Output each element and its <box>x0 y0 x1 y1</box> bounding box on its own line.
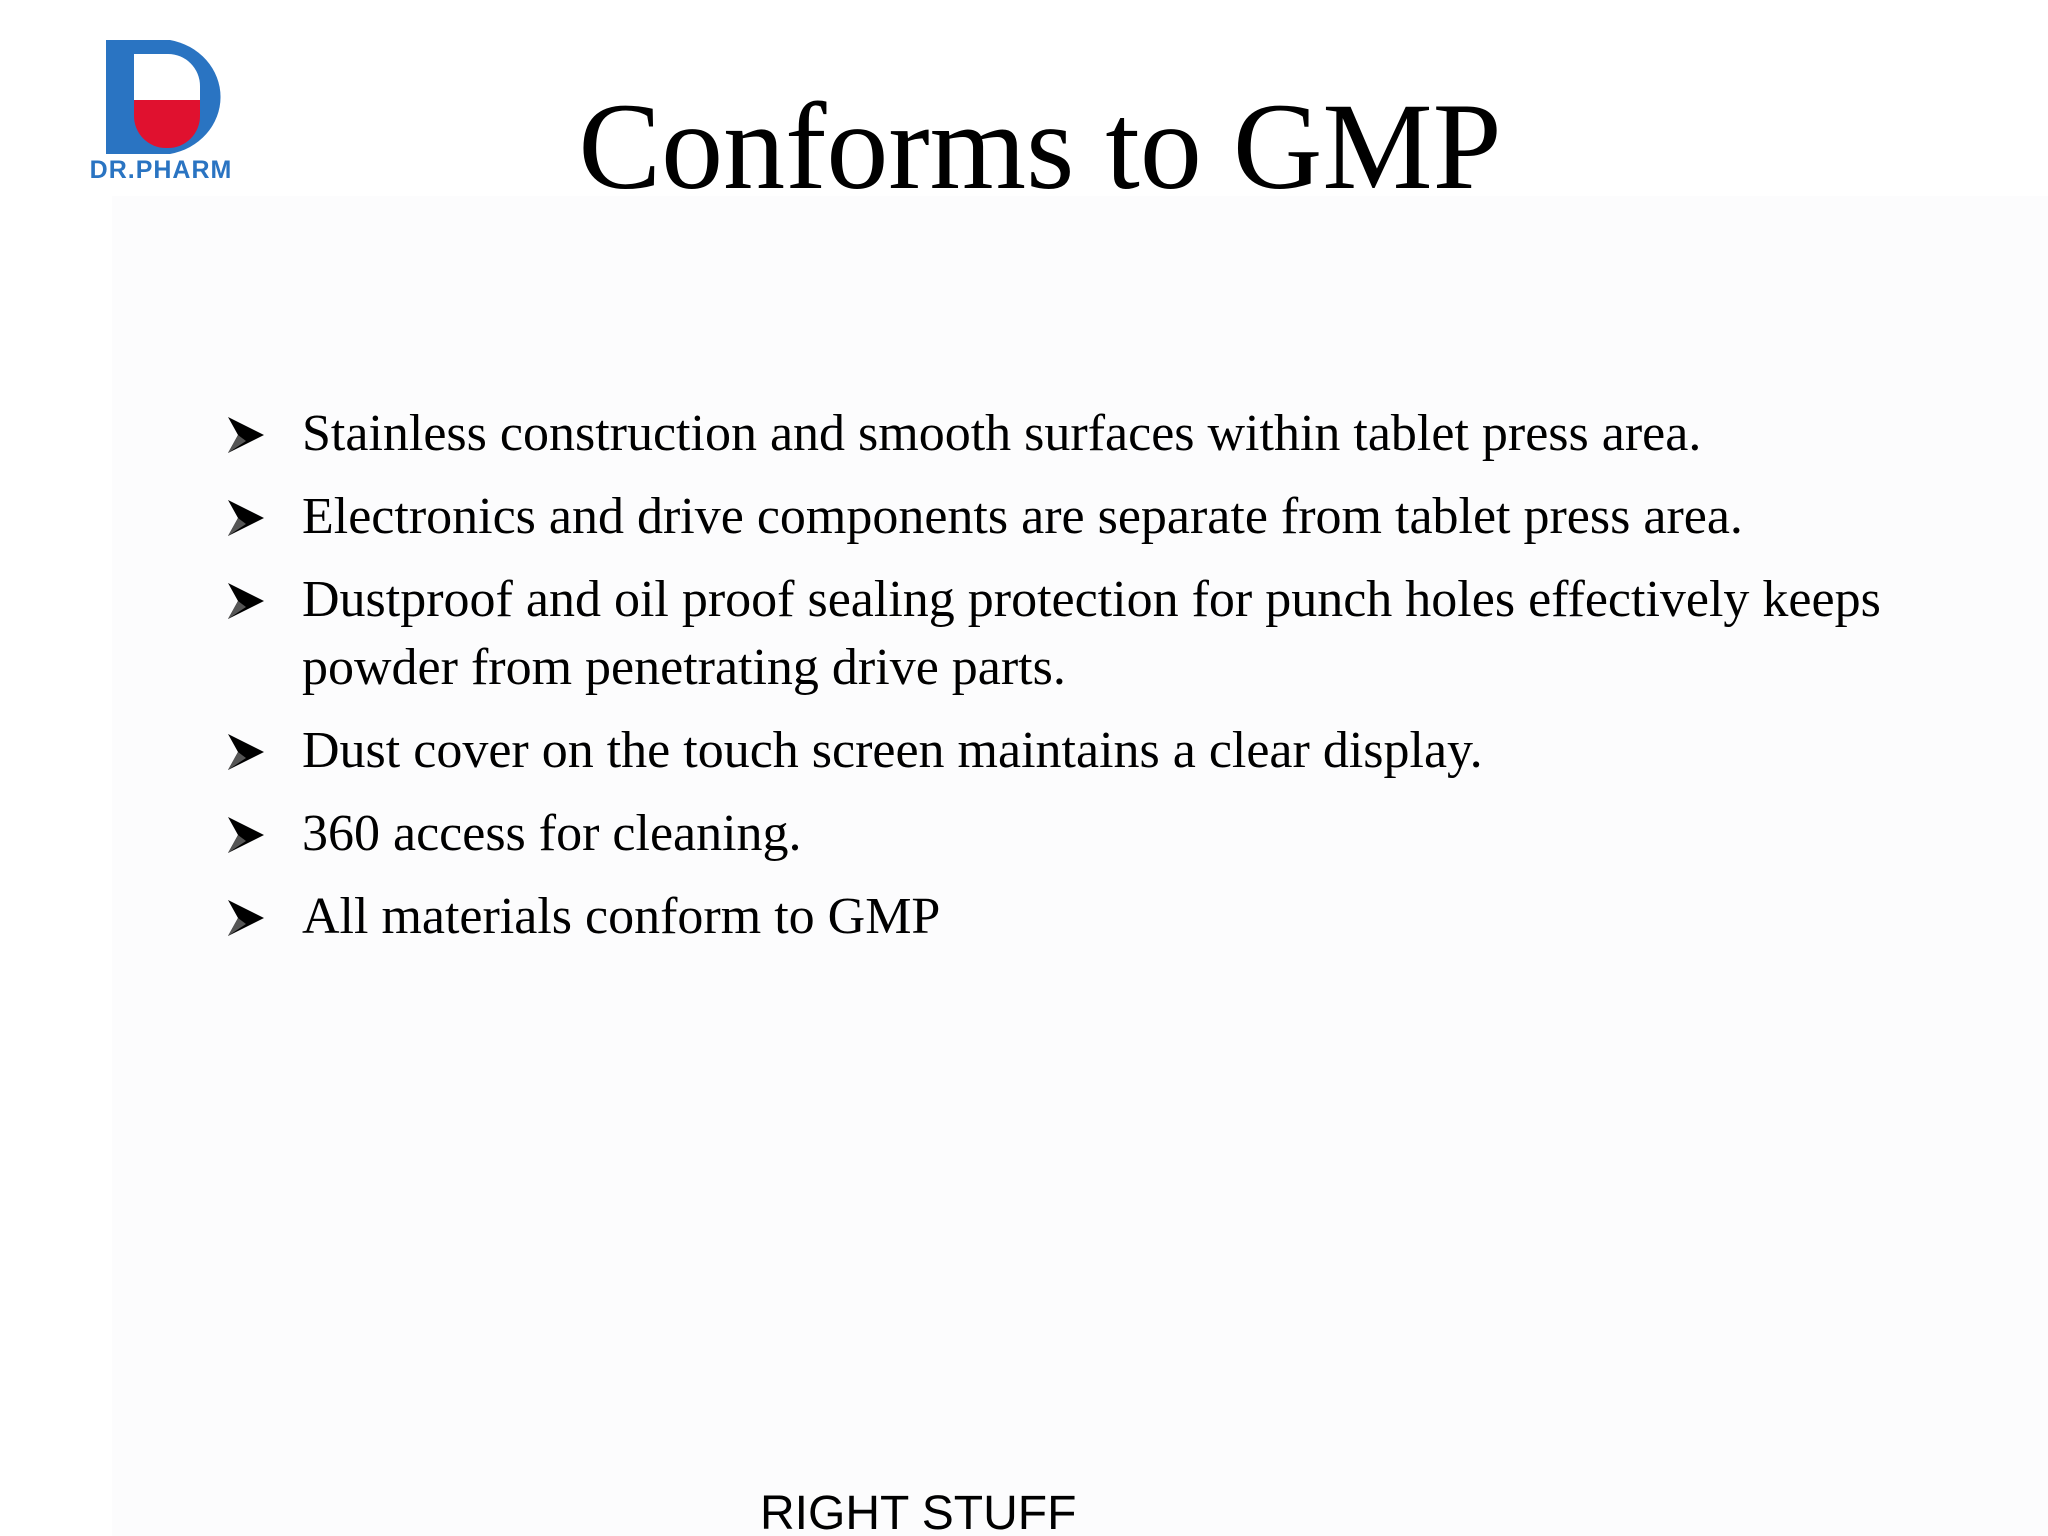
arrow-bullet-icon <box>226 898 266 938</box>
bullet-text: All materials conform to GMP <box>302 888 941 945</box>
bullet-text: 360 access for cleaning. <box>302 805 802 862</box>
arrow-bullet-icon <box>226 498 266 538</box>
bullet-item <box>226 883 1986 951</box>
bullet-item <box>226 400 1986 468</box>
bullet-item <box>226 483 1986 551</box>
footer-text: RIGHT STUFF <box>760 1487 1077 1536</box>
bullet-text: Dustproof and oil proof sealing protection for punch holes effectively keeps powder from penetrating drive parts. <box>302 571 1881 696</box>
bullet-text: Stainless construction and smooth surfaces within tablet press area. <box>302 405 1702 462</box>
logo-text: DR.PHARM <box>89 156 233 184</box>
arrow-bullet-icon <box>226 581 266 621</box>
bullet-item <box>226 800 1986 868</box>
arrow-bullet-icon <box>226 815 266 855</box>
arrow-bullet-icon <box>226 732 266 772</box>
bullet-text: Electronics and drive components are separate from tablet press area. <box>302 488 1743 545</box>
arrow-bullet-icon <box>226 415 266 455</box>
bullet-item <box>226 717 1986 785</box>
bullet-text: Dust cover on the touch screen maintains a clear display. <box>302 722 1483 779</box>
bullet-list <box>226 400 1986 966</box>
bullet-item <box>226 566 1986 702</box>
slide-title: Conforms to GMP <box>578 78 1502 215</box>
